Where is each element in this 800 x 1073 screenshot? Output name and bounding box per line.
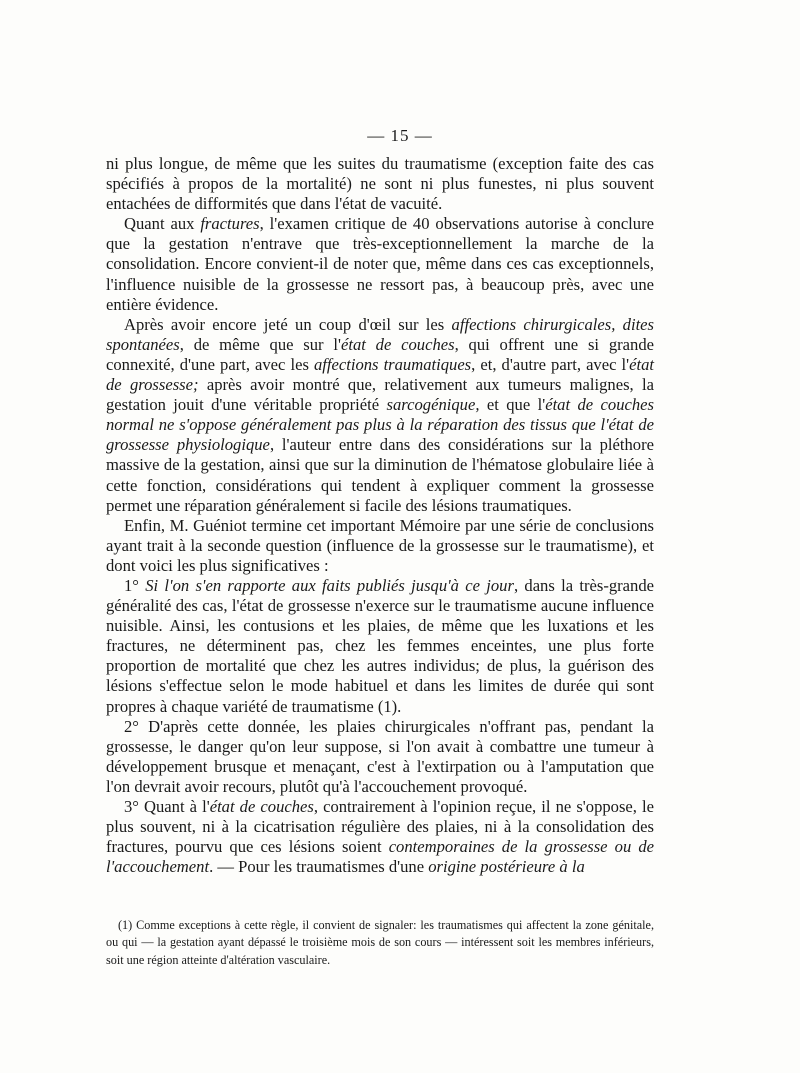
emphasis: contemporaines de la grossesse ou de l'accouchement (106, 837, 655, 877)
footnote (106, 917, 654, 969)
emphasis: origine postérieure à la (428, 857, 585, 877)
paragraph-7: 3° Quant à l'état de couches, contrairement à l'opinion reçue, il ne s'oppose, le plus souvent, ni à la cicatrisation régulière des plaies, ni à la consolidation des fractures, pourvu que ces lésions soient contemporaines de la grossesse ou de l'accouchement. — Pour les traumatismes d'une origine postérieure à la (106, 797, 655, 877)
footnote-text: (1) Comme exceptions à cette règle, il convient de signaler: les traumatismes qui affectent la zone génitale, ou qui — la gestation ayant dépassé le troisième mois de son cours — intéressent soit les membres inférieurs, soit une région atteinte d'altération vasculaire. (106, 918, 654, 967)
emphasis: état de couches normal ne s'oppose généralement pas plus à la réparation des tissus que l'état de grossesse physiologique (106, 395, 654, 455)
paragraph-3: Après avoir encore jeté un coup d'œil sur les affections chirurgicales, dites spontanées, de même que sur l'état de couches, qui offrent une si grande connexité, d'une part, avec les affections traumatiques, et, d'autre part, avec l'état de grossesse; après avoir montré que, relativement aux tumeurs malignes, la gestation jouit d'une véritable propriété sarcogénique, et que l'état de couches normal ne s'oppose généralement pas plus à la réparation des tissus que l'état de grossesse physiologique, l'auteur entre dans des considérations sur la pléthore massive de la gestation, ainsi que sur la diminution de l'hématose globulaire liée à cette fonction, considérations qui tendent à expliquer comment la grossesse permet une réparation généralement si facile des lésions traumatiques. (106, 314, 655, 515)
paragraph-1: ni plus longue, de même que les suites du traumatisme (exception faite des cas spécifiés à propos de la mortalité) ne sont ni plus funestes, ni plus souvent entachées de difformités que dans l'état de vacuité. (106, 154, 654, 214)
paragraph-6: 2° D'après cette donnée, les plaies chirurgicales n'offrant pas, pendant la grossesse, le danger qu'on leur suppose, si l'on avait à combattre une tumeur à développement brusque et menaçant, c'est à l'extirpation ou à l'amputation que l'on devrait avoir recours, plutôt qu'à l'accouchement provoqué. (106, 716, 654, 796)
paragraph-5: 1° Si l'on s'en rapporte aux faits publiés jusqu'à ce jour, dans la très-grande généralité des cas, l'état de grossesse n'exerce sur le traumatisme aucune influence nuisible. Ainsi, les contusions et les plaies, de même que les luxations et les fractures, ne déterminent pas, chez les femmes enceintes, une plus forte proportion de mortalité que chez les autres individus; de plus, la guérison des lésions s'effectue selon le mode habituel et dans les limites de durée qui sont propres à chaque variété de traumatisme (1). (106, 575, 654, 716)
paragraph-4: Enfin, M. Guéniot termine cet important Mémoire par une série de conclusions ayant trait à la seconde question (influence de la grossesse sur le traumatisme), et dont voici les plus significatives : (106, 515, 654, 575)
body-text (106, 154, 654, 877)
emphasis: sarcogénique, (386, 395, 480, 415)
emphasis: état de couches (340, 334, 455, 354)
emphasis: état de couches (209, 797, 314, 816)
emphasis: Si l'on s'en rapporte aux faits publiés jusqu'à ce jour (145, 575, 514, 595)
emphasis: affections chirurgicales, dites spontanées (106, 314, 655, 354)
emphasis: affections traumatiques (313, 354, 472, 374)
paragraph-2: Quant aux fractures, l'examen critique de 40 observations autorise à conclure que la gestation n'entrave que très-exceptionnellement la marche de la consolidation. Encore convient-il de noter que, même dans ces cas exceptionnels, l'influence nuisible de la grossesse ne ressort pas, à beaucoup près, avec une entière évidence. (106, 214, 654, 314)
emphasis: fractures (200, 214, 260, 234)
emphasis: état de grossesse; (106, 354, 655, 395)
page-number: — 15 — (367, 126, 433, 145)
